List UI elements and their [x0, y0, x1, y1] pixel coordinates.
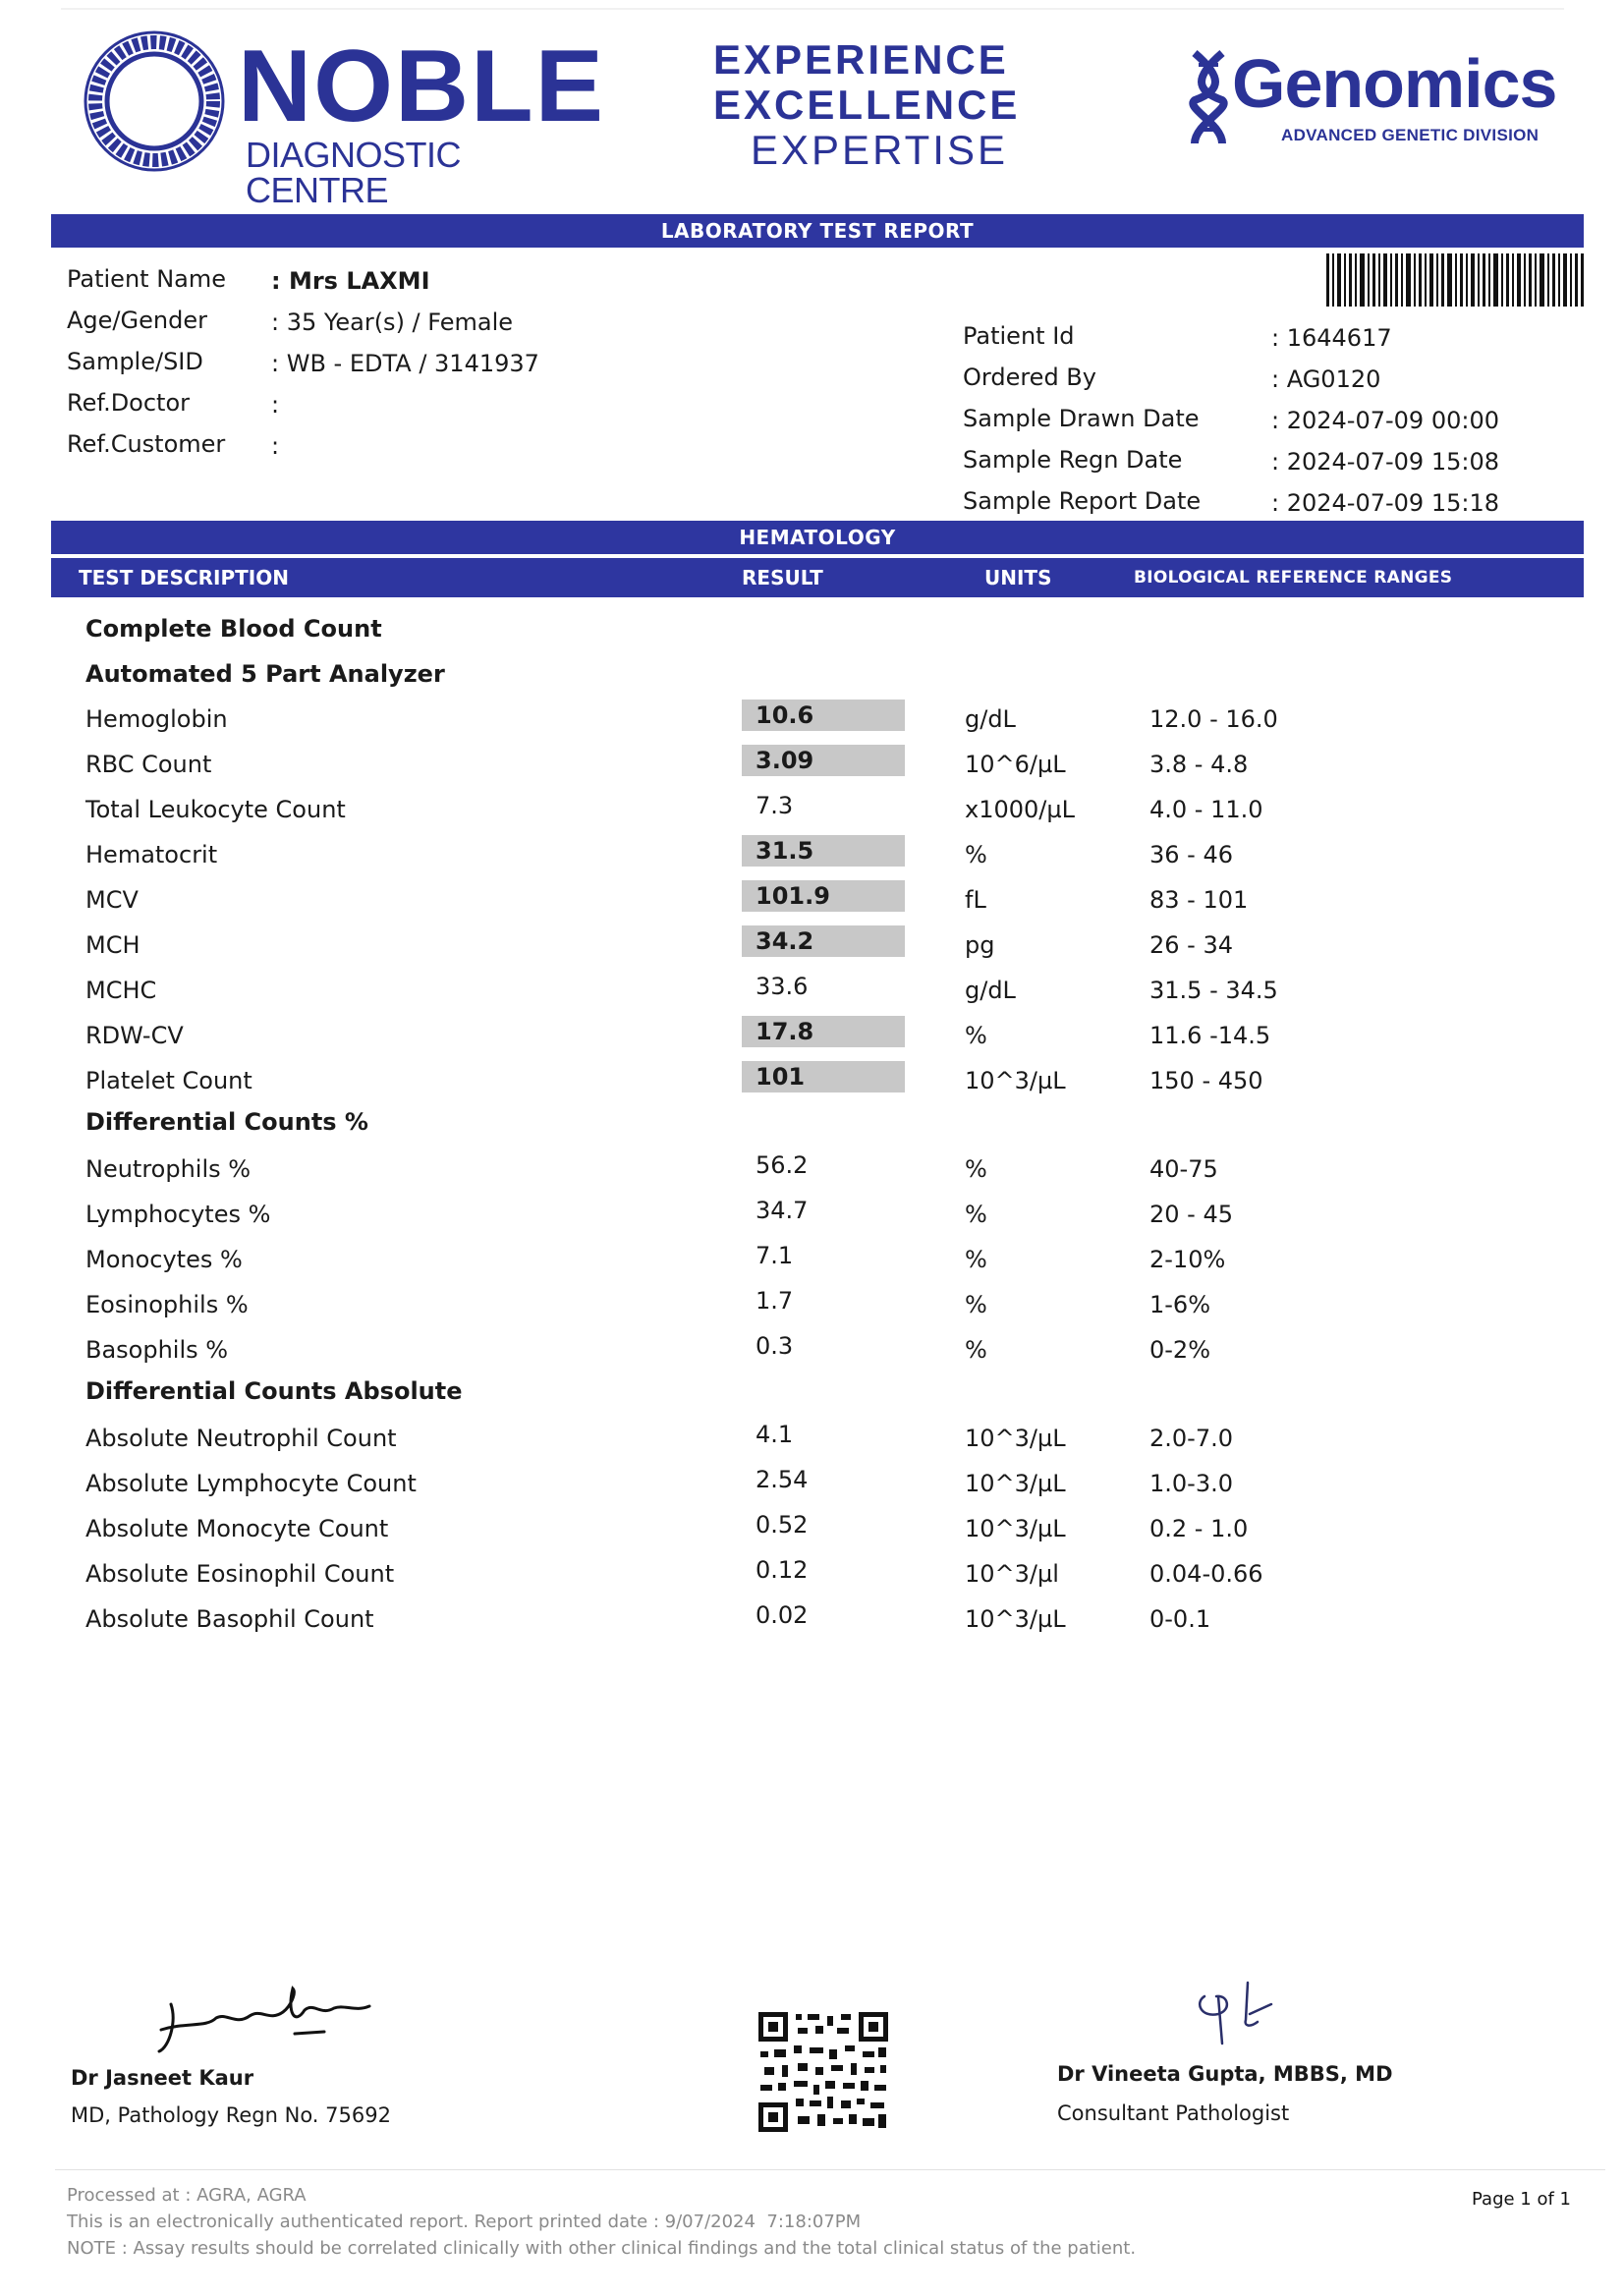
- result-value-flagged: 17.8: [742, 1016, 905, 1047]
- ring-logo-icon: [81, 28, 228, 175]
- reference-range: 0-2%: [1149, 1336, 1211, 1364]
- tagline-line-1: EXPERIENCE: [713, 36, 1009, 83]
- col-test-description: TEST DESCRIPTION: [79, 566, 289, 589]
- test-name: Absolute Basophil Count: [85, 1605, 374, 1633]
- unit-value: x1000/µL: [965, 796, 1076, 823]
- result-value-flagged: 31.5: [742, 835, 905, 867]
- result-value: 34.7: [756, 1197, 809, 1224]
- test-name: Absolute Neutrophil Count: [85, 1425, 397, 1452]
- result-value: 33.6: [756, 973, 809, 1000]
- reference-range: 2.0-7.0: [1149, 1425, 1233, 1452]
- table-row: [0, 747, 1624, 790]
- table-row: [0, 1556, 1624, 1599]
- reference-range: 1-6%: [1149, 1291, 1211, 1318]
- table-row: [0, 882, 1624, 925]
- department-bar: HEMATOLOGY: [51, 521, 1584, 554]
- reference-range: 11.6 -14.5: [1149, 1022, 1271, 1049]
- test-name: Hematocrit: [85, 841, 218, 868]
- reference-range: 83 - 101: [1149, 886, 1249, 914]
- unit-value: %: [965, 1291, 987, 1318]
- ordered-by-label: Ordered By: [963, 364, 1096, 391]
- patient-name-label: Patient Name: [67, 265, 226, 293]
- result-value: 0.52: [756, 1511, 809, 1539]
- unit-value: %: [965, 841, 987, 868]
- reference-range: 40-75: [1149, 1155, 1218, 1183]
- result-value-flagged: 10.6: [742, 700, 905, 731]
- unit-value: 10^3/µL: [965, 1515, 1066, 1542]
- reference-range: 26 - 34: [1149, 931, 1233, 959]
- tagline: [713, 36, 1021, 173]
- test-name: Monocytes %: [85, 1246, 243, 1273]
- report-date-value: : 2024-07-09 15:18: [1271, 489, 1499, 517]
- table-row: [0, 1151, 1624, 1195]
- ordered-by-value: : AG0120: [1271, 365, 1381, 393]
- footer-processed-at: Processed at : AGRA, AGRA: [67, 2185, 307, 2206]
- col-result: RESULT: [742, 566, 823, 589]
- result-value: 0.12: [756, 1556, 809, 1584]
- reference-range: 0.2 - 1.0: [1149, 1515, 1249, 1542]
- section-analyzer: Automated 5 Part Analyzer: [85, 660, 445, 688]
- sample-sid-label: Sample/SID: [67, 348, 203, 375]
- table-row: [0, 701, 1624, 745]
- table-row: [0, 1242, 1624, 1285]
- regn-date-value: : 2024-07-09 15:08: [1271, 448, 1499, 476]
- unit-value: 10^3/µL: [965, 1067, 1066, 1094]
- table-row: [0, 1601, 1624, 1645]
- qr-code-icon: [758, 2012, 888, 2132]
- patient-id-value: : 1644617: [1271, 324, 1392, 352]
- unit-value: 10^3/µL: [965, 1605, 1066, 1633]
- reference-range: 4.0 - 11.0: [1149, 796, 1263, 823]
- report-header: [61, 8, 1564, 210]
- drawn-date-label: Sample Drawn Date: [963, 405, 1200, 432]
- logo-wordmark: NOBLE: [238, 29, 605, 143]
- table-row: [0, 792, 1624, 835]
- col-units: UNITS: [984, 566, 1052, 589]
- column-header-bar: [51, 558, 1584, 597]
- signatory-left: [71, 2065, 405, 2128]
- ref-doctor-label: Ref.Doctor: [67, 389, 191, 417]
- test-name: Platelet Count: [85, 1067, 252, 1094]
- table-row: [0, 973, 1624, 1016]
- age-gender-label: Age/Gender: [67, 307, 207, 334]
- result-value-flagged: 3.09: [742, 745, 905, 776]
- result-value-flagged: 34.2: [742, 925, 905, 957]
- table-row: [0, 927, 1624, 971]
- result-value: 56.2: [756, 1151, 809, 1179]
- ref-doctor-value: :: [271, 391, 280, 419]
- result-value-flagged: 101: [742, 1061, 905, 1092]
- test-name: Lymphocytes %: [85, 1201, 271, 1228]
- test-name: Absolute Eosinophil Count: [85, 1560, 395, 1588]
- unit-value: %: [965, 1201, 987, 1228]
- footer-divider: [55, 2169, 1605, 2170]
- regn-date-label: Sample Regn Date: [963, 446, 1183, 474]
- signatory-left-title: MD, Pathology Regn No. 75692: [71, 2103, 391, 2127]
- unit-value: 10^3/µL: [965, 1425, 1066, 1452]
- table-row: [0, 1018, 1624, 1061]
- unit-value: g/dL: [965, 705, 1016, 733]
- test-name: Eosinophils %: [85, 1291, 249, 1318]
- signatory-right-name: Dr Vineeta Gupta, MBBS, MD: [1057, 2062, 1393, 2086]
- reference-range: 0.04-0.66: [1149, 1560, 1263, 1588]
- unit-value: 10^6/µL: [965, 751, 1066, 778]
- result-value: 0.02: [756, 1601, 809, 1629]
- test-name: Total Leukocyte Count: [85, 796, 346, 823]
- table-row: [0, 1511, 1624, 1554]
- genomics-logo: [1187, 45, 1560, 157]
- table-row: [0, 1287, 1624, 1330]
- drawn-date-value: : 2024-07-09 00:00: [1271, 407, 1499, 434]
- section-differential-absolute: Differential Counts Absolute: [85, 1377, 463, 1405]
- test-name: Neutrophils %: [85, 1155, 252, 1183]
- reference-range: 150 - 450: [1149, 1067, 1263, 1094]
- age-gender-value: : 35 Year(s) / Female: [271, 308, 514, 336]
- tagline-line-3: EXPERTISE: [751, 127, 1008, 173]
- test-name: RDW-CV: [85, 1022, 184, 1049]
- signatory-right: [1057, 2061, 1450, 2126]
- result-value: 1.7: [756, 1287, 794, 1315]
- test-name: Hemoglobin: [85, 705, 228, 733]
- unit-value: fL: [965, 886, 986, 914]
- signatory-left-name: Dr Jasneet Kaur: [71, 2066, 254, 2090]
- genomics-wordmark: Genomics: [1232, 45, 1557, 122]
- result-value: 7.1: [756, 1242, 794, 1269]
- reference-range: 12.0 - 16.0: [1149, 705, 1278, 733]
- page-number: Page 1 of 1: [1472, 2189, 1571, 2210]
- result-value: 0.3: [756, 1332, 794, 1360]
- reference-range: 1.0-3.0: [1149, 1470, 1233, 1497]
- ref-customer-label: Ref.Customer: [67, 430, 226, 458]
- col-reference-ranges: BIOLOGICAL REFERENCE RANGES: [1134, 568, 1453, 588]
- reference-range: 20 - 45: [1149, 1201, 1233, 1228]
- signature-jasneet-kaur: [147, 1983, 383, 2061]
- report-title-bar: LABORATORY TEST REPORT: [51, 214, 1584, 248]
- test-name: MCV: [85, 886, 139, 914]
- signatory-right-title: Consultant Pathologist: [1057, 2101, 1290, 2125]
- noble-logo: [81, 28, 605, 210]
- reference-range: 36 - 46: [1149, 841, 1233, 868]
- test-name: MCH: [85, 931, 140, 959]
- test-name: MCHC: [85, 977, 157, 1004]
- unit-value: %: [965, 1336, 987, 1364]
- unit-value: %: [965, 1246, 987, 1273]
- result-value: 7.3: [756, 792, 794, 819]
- unit-value: 10^3/µL: [965, 1470, 1066, 1497]
- result-value-flagged: 101.9: [742, 880, 905, 912]
- table-row: [0, 1063, 1624, 1106]
- patient-id-label: Patient Id: [963, 322, 1075, 350]
- signature-vineeta-gupta: [1189, 1975, 1297, 2053]
- unit-value: %: [965, 1155, 987, 1183]
- test-name: Absolute Monocyte Count: [85, 1515, 389, 1542]
- sample-sid-value: : WB - EDTA / 3141937: [271, 350, 539, 377]
- result-value: 2.54: [756, 1466, 809, 1493]
- test-name: Basophils %: [85, 1336, 229, 1364]
- footer-auth-note: This is an electronically authenticated report. Report printed date : 9/07/2024 7:18:07PM: [67, 2212, 862, 2232]
- report-date-label: Sample Report Date: [963, 487, 1202, 515]
- dna-icon: [1187, 49, 1230, 147]
- reference-range: 3.8 - 4.8: [1149, 751, 1249, 778]
- test-name: RBC Count: [85, 751, 212, 778]
- tagline-line-2: EXCELLENCE: [713, 82, 1021, 128]
- footer-clinical-note: NOTE : Assay results should be correlated clinically with other clinical findings and the total clinical status of the patient.: [67, 2238, 1137, 2259]
- unit-value: g/dL: [965, 977, 1016, 1004]
- logo-subtitle: DIAGNOSTIC CENTRE: [246, 135, 462, 210]
- genomics-subtitle: ADVANCED GENETIC DIVISION: [1281, 126, 1540, 144]
- test-name: Absolute Lymphocyte Count: [85, 1470, 417, 1497]
- reference-range: 31.5 - 34.5: [1149, 977, 1278, 1004]
- reference-range: 2-10%: [1149, 1246, 1226, 1273]
- unit-value: %: [965, 1022, 987, 1049]
- unit-value: pg: [965, 931, 995, 959]
- section-differential-percent: Differential Counts %: [85, 1108, 368, 1136]
- section-cbc: Complete Blood Count: [85, 615, 382, 643]
- result-value: 4.1: [756, 1421, 794, 1448]
- unit-value: 10^3/µl: [965, 1560, 1059, 1588]
- patient-name-value: : Mrs LAXMI: [271, 267, 430, 295]
- table-row: [0, 1466, 1624, 1509]
- table-row: [0, 1421, 1624, 1464]
- ref-customer-value: :: [271, 432, 280, 460]
- barcode-icon: [1326, 253, 1584, 308]
- table-row: [0, 1197, 1624, 1240]
- table-row: [0, 1332, 1624, 1375]
- table-row: [0, 837, 1624, 880]
- reference-range: 0-0.1: [1149, 1605, 1211, 1633]
